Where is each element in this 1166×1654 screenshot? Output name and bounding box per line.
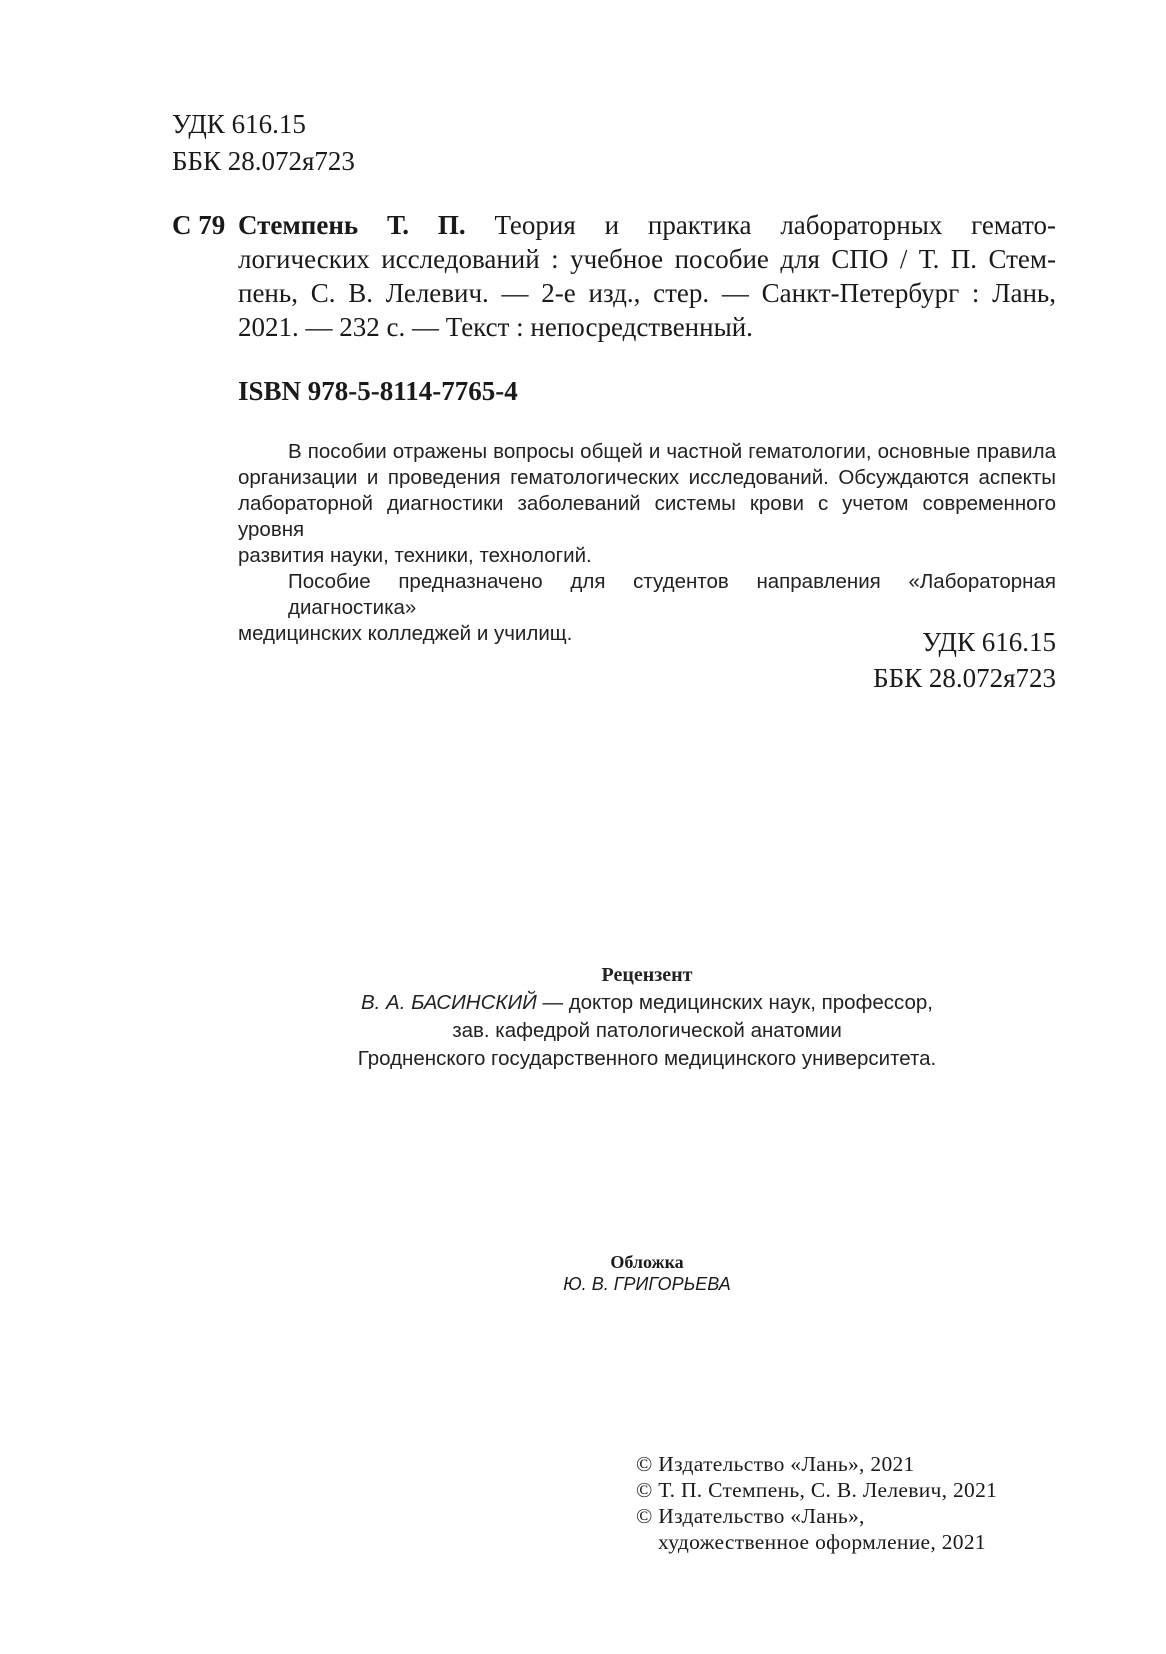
title-start: Теория и практика лабораторных гемато- [465, 210, 1056, 240]
reviewer-name: В. А. БАСИНСКИЙ [360, 991, 537, 1014]
annotation-line: лабораторной диагностики заболеваний системы крови с учетом современного уровня [238, 492, 1056, 541]
catalog-card-description [238, 208, 1056, 344]
cover-heading: Обложка [610, 1252, 684, 1272]
annotation-line: организации и проведения гематологических исследований. Обсуждаются аспекты [238, 466, 1056, 489]
annotation-line: развития науки, техники, технологий. [238, 544, 592, 567]
bbk-code: ББК 28.072я723 [873, 663, 1056, 693]
reviewer-line-2: зав. кафедрой патологической анатомии [452, 1019, 842, 1042]
reviewer-line-1 [238, 989, 1056, 1017]
annotation [238, 439, 1056, 647]
annotation-line: Пособие предназначено для студентов направления «Лабораторная диагностика» [288, 570, 1056, 619]
cover-designer-name: Ю. В. ГРИГОРЬЕВА [563, 1274, 731, 1294]
catalog-card-line-2: логических исследований : учебное пособие для СПО / Т. П. Стем- [238, 244, 1056, 274]
top-classification-codes [172, 106, 355, 180]
reviewer-heading: Рецензент [601, 964, 693, 986]
reviewer-line-3: Гродненского государственного медицинского университета. [357, 1047, 937, 1070]
copyright-block [636, 1451, 997, 1555]
isbn: ISBN 978-5-8114-7765-4 [238, 376, 518, 406]
author-name: Стемпень Т. П. [238, 210, 466, 240]
catalog-card-line-3: пень, С. В. Лелевич. — 2-е изд., стер. — Санкт-Петербург : Лань, [238, 278, 1056, 308]
bottom-classification-codes [873, 624, 1056, 696]
copyright-line: © Издательство «Лань», 2021 [636, 1452, 915, 1476]
udk-code: УДК 616.15 [172, 109, 306, 139]
copyright-line: © Т. П. Стемпень, С. В. Лелевич, 2021 [636, 1478, 998, 1502]
reviewer-block [238, 961, 1056, 1073]
udk-code: УДК 616.15 [922, 627, 1056, 657]
copyright-line: © Издательство «Лань», [636, 1504, 865, 1528]
copyright-line: художественное оформление, 2021 [658, 1530, 986, 1554]
bbk-code: ББК 28.072я723 [172, 146, 355, 176]
cover-design-block [238, 1251, 1056, 1295]
catalog-card-line-1 [238, 208, 1056, 242]
annotation-line: В пособии отражены вопросы общей и частной гематологии, основные правила [288, 440, 1056, 463]
annotation-line: медицинских колледжей и училищ. [238, 622, 573, 645]
catalog-card-line-4: 2021. — 232 с. — Текст : непосредственный. [238, 312, 753, 342]
reviewer-credentials: — доктор медицинских наук, профессор, [536, 991, 933, 1014]
cutter-number: С 79 [172, 210, 226, 240]
